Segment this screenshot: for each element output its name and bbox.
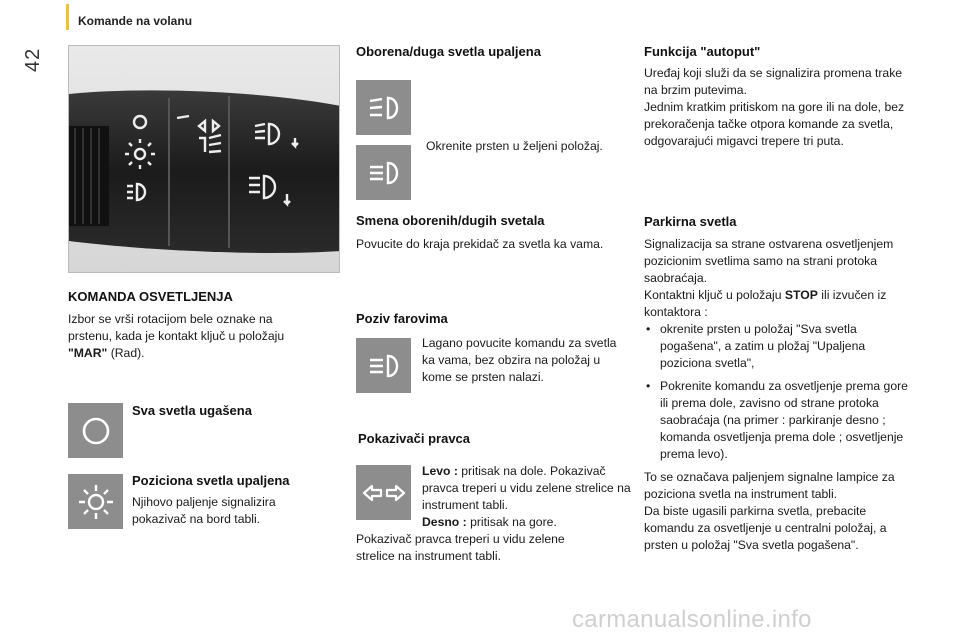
flash-high-beam-icon: [356, 338, 411, 393]
lighting-control-intro: [68, 311, 293, 362]
intro-text-end: (Rad).: [107, 346, 145, 360]
parking-steps-list: [644, 321, 914, 463]
parking-stop: STOP: [784, 288, 818, 302]
high-beam-icon: [356, 145, 411, 200]
parking-text-4: Da biste ugasili parkirna svetla, prebacite komandu za osvetljenje u centralni položaj, a prsten u položaj "Sva svetla pogašena".: [644, 504, 887, 552]
lighting-control-title: KOMANDA OSVETLJENJA: [68, 289, 233, 304]
parking-lights-title: Parkirna svetla: [644, 214, 737, 229]
parking-text-1: Signalizacija sa strane ostvarena osvetljenjem pozicionim svetlima samo na strani protoka saobraćaja.: [644, 237, 894, 285]
highway-function-title: Funkcija "autoput": [644, 44, 761, 59]
highway-function-text: [644, 65, 914, 150]
right-label: Desno :: [422, 515, 467, 529]
beam-title: Oborena/duga svetla upaljena: [356, 44, 541, 59]
beam-text: Okrenite prsten u željeni položaj.: [426, 139, 603, 153]
intro-text: Izbor se vrši rotacijom bele oznake na prstenu, kada je kontakt ključ u položaju: [68, 312, 285, 343]
left-desc: pritisak na dole. Pokazivač pravca treperi u vidu zelene strelice na instrument tabli.: [422, 464, 631, 512]
parking-text-2c: ili izvučen iz kontaktora :: [644, 288, 887, 319]
right-desc: pritisak na gore.: [466, 515, 557, 529]
intro-mar: "MAR": [68, 346, 108, 360]
watermark: carmanualsonline.info: [572, 606, 812, 633]
section-title: Komande na volanu: [78, 14, 193, 28]
left-label: Levo :: [422, 464, 458, 478]
highway-text-2: Jednim kratkim pritiskom na gore ili na dole, bez prekoračenja tačke otpora komande za svetla, odgovarajući migavci trepere tri puta.: [644, 100, 905, 148]
turn-signal-arrows-icon: [356, 465, 411, 520]
headlight-flash-text: Lagano povucite komandu za svetla ka vama, bez obzira na položaj u kome se prsten nalazi.: [422, 336, 617, 384]
low-beam-icon: [356, 80, 411, 135]
page-number: 42: [22, 47, 44, 72]
parking-text-2: [644, 287, 914, 321]
position-lights-text: Njihovo paljenje signalizira pokazivač na bord tabli.: [132, 495, 276, 526]
beam-change-text: Povucite do kraja prekidač za svetla ka vama.: [356, 237, 604, 251]
highway-text-1: Uređaj koji služi da se signalizira promena trake na brzim putevima.: [644, 66, 903, 97]
parking-step-1: • okrenite prsten u položaj "Sva svetla pogašena", a zatim u pložaj "Upaljena poziciona svetla",: [644, 321, 914, 372]
turn-signal-left-text: [422, 463, 632, 531]
parking-step-2: • Pokrenite komandu za osvetljenje prema gore ili prema dole, zavisno od strane protoka saobraćaja (na primer : parkiranje desno ; komanda osvetljenja prema dole ; osvetljenje prema levo).: [644, 378, 914, 463]
beam-change-title: Smena oborenih/dugih svetala: [356, 213, 545, 228]
parking-text-3: To se označava paljenjem signalne lampice za poziciona svetla na instrument tabli.: [644, 470, 895, 501]
turn-signals-title: Pokazivači pravca: [358, 431, 471, 446]
parking-text-2a: Kontaktni ključ u položaju: [644, 288, 785, 302]
parking-lights-body: [644, 236, 914, 554]
position-lights-icon: [68, 474, 123, 529]
lights-off-icon: [68, 403, 123, 458]
turn-signal-tail-text: Pokazivač pravca treperi u vidu zelene strelice na instrument tabli.: [356, 532, 565, 563]
position-lights-title: Poziciona svetla upaljena: [132, 473, 290, 488]
headlight-flash-title: Poziv farovima: [356, 311, 448, 326]
lights-off-title: Sva svetla ugašena: [132, 403, 252, 418]
light-stalk-photo: [68, 45, 340, 273]
section-accent-bar: [66, 4, 69, 30]
